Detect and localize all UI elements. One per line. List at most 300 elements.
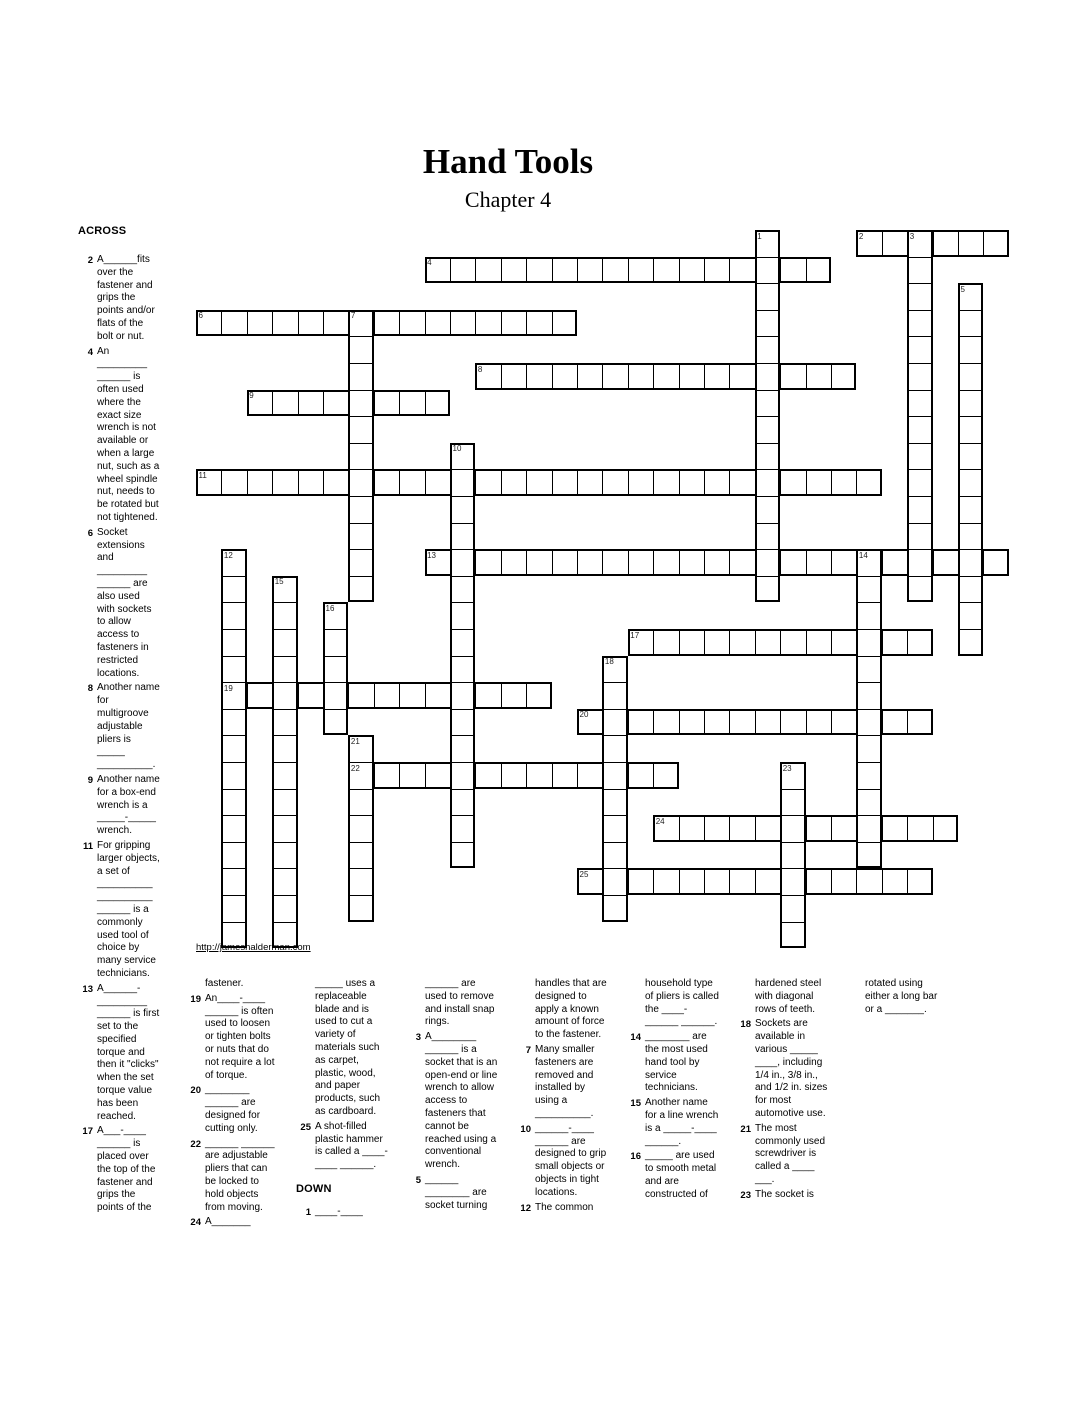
cell-number: 5 bbox=[960, 284, 965, 294]
cell-divider bbox=[602, 789, 627, 790]
cell-divider bbox=[501, 549, 502, 576]
cell-divider bbox=[348, 390, 349, 417]
clue-number bbox=[516, 978, 535, 1042]
cell-divider bbox=[526, 762, 527, 789]
cell-divider bbox=[780, 815, 781, 842]
cell-divider bbox=[272, 310, 273, 337]
cell-divider bbox=[933, 549, 934, 576]
clue-number: 22 bbox=[190, 1138, 201, 1150]
cell-divider bbox=[552, 762, 553, 789]
cell-divider bbox=[907, 416, 932, 417]
cell-divider bbox=[221, 735, 246, 736]
cell-divider bbox=[272, 789, 297, 790]
clue-column-across bbox=[78, 224, 160, 1217]
cell-divider bbox=[755, 257, 756, 284]
cell-divider bbox=[780, 709, 781, 736]
cell-divider bbox=[780, 549, 781, 576]
clue-entry bbox=[516, 1202, 609, 1215]
cell-divider bbox=[323, 709, 348, 710]
cell-divider bbox=[348, 363, 373, 364]
cell-divider bbox=[806, 815, 807, 842]
cell-divider bbox=[780, 469, 781, 496]
cell-divider bbox=[247, 682, 248, 709]
cell-divider bbox=[958, 230, 959, 257]
cell-divider bbox=[450, 842, 475, 843]
cell-divider bbox=[526, 257, 527, 284]
clue-number: 25 bbox=[300, 1121, 311, 1133]
clue-text: ______ ________ are socket turning bbox=[425, 1173, 488, 1211]
cell-divider bbox=[475, 682, 476, 709]
cell-divider bbox=[729, 549, 730, 576]
cell-divider bbox=[602, 895, 627, 896]
cell-divider bbox=[755, 363, 780, 364]
cell-divider bbox=[907, 390, 932, 391]
cell-divider bbox=[552, 549, 553, 576]
cell-divider bbox=[806, 469, 807, 496]
cell-divider bbox=[856, 602, 881, 603]
clue-number: 3 bbox=[415, 1032, 421, 1044]
cell-divider bbox=[806, 629, 807, 656]
clue-number: 11 bbox=[82, 840, 93, 852]
cell-divider bbox=[856, 656, 881, 657]
cell-divider bbox=[704, 709, 705, 736]
clue-text: An _________ ______ is often used where the exact size wrench is not available or when a large nut, such as a wheel spindle nut, needs to be rotated but not tightened. bbox=[97, 345, 160, 524]
cell-divider bbox=[882, 549, 883, 576]
cell-divider bbox=[628, 257, 629, 284]
clue-text: ____-____ bbox=[315, 1206, 363, 1218]
clue-number: 15 bbox=[630, 1098, 641, 1110]
clue-entry bbox=[78, 983, 160, 1124]
cell-divider bbox=[856, 762, 881, 763]
cell-divider bbox=[425, 390, 426, 417]
clue-text: Sockets are available in various _____ ____, including 1/4 in., 3/8 in., and 1/2 in. sizes for most automotive use. bbox=[755, 1018, 828, 1119]
cell-divider bbox=[831, 868, 832, 895]
clue-entry bbox=[736, 1018, 829, 1120]
cell-divider bbox=[679, 363, 680, 390]
cell-divider bbox=[780, 363, 781, 390]
cell-divider bbox=[806, 549, 807, 576]
across-8-run[interactable] bbox=[475, 363, 856, 390]
cell-divider bbox=[856, 709, 857, 736]
cell-divider bbox=[221, 602, 246, 603]
clue-number: 13 bbox=[82, 983, 93, 995]
cell-divider bbox=[933, 230, 934, 257]
cell-divider bbox=[475, 762, 476, 789]
cell-divider bbox=[856, 549, 857, 576]
cell-divider bbox=[856, 842, 881, 843]
cell-divider bbox=[399, 310, 400, 337]
cell-divider bbox=[298, 390, 299, 417]
clue-number: 9 bbox=[87, 774, 93, 786]
clue-number: 14 bbox=[630, 1032, 641, 1044]
cell-divider bbox=[907, 336, 932, 337]
cell-divider bbox=[552, 310, 553, 337]
down-7-run[interactable] bbox=[348, 310, 373, 603]
cell-divider bbox=[298, 310, 299, 337]
cell-divider bbox=[501, 762, 502, 789]
cell-divider bbox=[475, 310, 476, 337]
cell-divider bbox=[425, 762, 426, 789]
cell-divider bbox=[958, 416, 983, 417]
cell-divider bbox=[526, 549, 527, 576]
cell-divider bbox=[628, 762, 629, 789]
clue-number bbox=[406, 978, 425, 1029]
cell-divider bbox=[653, 549, 654, 576]
clue-text: A___-____ ______ is placed over the top of the fastener and grips the points of the bbox=[97, 1125, 156, 1214]
clue-number bbox=[846, 978, 865, 1016]
cell-divider bbox=[298, 469, 299, 496]
clue-entry bbox=[186, 1216, 279, 1229]
cell-divider bbox=[399, 469, 400, 496]
cell-divider bbox=[780, 922, 805, 923]
cell-divider bbox=[348, 682, 349, 709]
clue-text: _____ are used to smooth metal and are constructed of bbox=[645, 1150, 717, 1200]
down-16-run[interactable] bbox=[323, 602, 348, 735]
cell-divider bbox=[577, 363, 578, 390]
cell-divider bbox=[856, 576, 881, 577]
cell-divider bbox=[679, 709, 680, 736]
clue-text: The most commonly used screwdriver is called a ____ ___. bbox=[755, 1122, 826, 1185]
cell-divider bbox=[755, 629, 756, 656]
clue-entry bbox=[186, 978, 279, 991]
cell-divider bbox=[704, 549, 705, 576]
cell-divider bbox=[755, 390, 780, 391]
cell-number: 7 bbox=[350, 311, 356, 321]
clue-entry bbox=[626, 978, 719, 1029]
cell-divider bbox=[831, 363, 832, 390]
cell-number: 14 bbox=[858, 550, 868, 560]
cell-divider bbox=[348, 496, 373, 497]
cell-divider bbox=[450, 762, 475, 763]
cell-divider bbox=[907, 549, 908, 576]
cell-divider bbox=[272, 682, 273, 709]
cell-divider bbox=[958, 496, 983, 497]
cell-number: 6 bbox=[198, 311, 203, 321]
cell-divider bbox=[831, 629, 832, 656]
clue-text: Many smaller fasteners are removed and installed by using a __________. bbox=[535, 1043, 595, 1119]
clue-column-1 bbox=[186, 978, 279, 1232]
cell-divider bbox=[958, 629, 983, 630]
cell-number: 20 bbox=[579, 710, 589, 720]
cell-divider bbox=[602, 469, 603, 496]
cell-divider bbox=[348, 576, 373, 577]
cell-number: 19 bbox=[223, 683, 233, 693]
cell-divider bbox=[323, 682, 324, 709]
cell-divider bbox=[450, 469, 451, 496]
cell-divider bbox=[958, 576, 983, 577]
cell-number: 15 bbox=[274, 577, 284, 587]
cell-divider bbox=[425, 682, 426, 709]
cell-divider bbox=[272, 469, 273, 496]
cell-divider bbox=[450, 576, 475, 577]
cell-divider bbox=[907, 363, 932, 364]
cell-divider bbox=[755, 709, 756, 736]
cell-divider bbox=[374, 762, 375, 789]
cell-divider bbox=[247, 310, 248, 337]
cell-divider bbox=[679, 549, 680, 576]
cell-divider bbox=[450, 709, 475, 710]
cell-divider bbox=[221, 842, 246, 843]
cell-number: 2 bbox=[858, 231, 864, 241]
cell-divider bbox=[653, 629, 654, 656]
cell-divider bbox=[272, 735, 297, 736]
cell-number: 18 bbox=[604, 657, 614, 667]
clue-number bbox=[186, 978, 205, 991]
cell-divider bbox=[348, 842, 373, 843]
clue-text: handles that are designed to apply a known amount of force to the fastener. bbox=[535, 978, 607, 1041]
clue-number: 7 bbox=[525, 1044, 531, 1056]
cell-divider bbox=[323, 629, 348, 630]
cell-divider bbox=[704, 868, 705, 895]
clue-number: 21 bbox=[740, 1123, 751, 1135]
clue-entry bbox=[626, 1031, 719, 1095]
clue-text: A shot-filled plastic hammer is called a ____- ____ ______. bbox=[315, 1120, 388, 1171]
cell-divider bbox=[399, 682, 400, 709]
cell-divider bbox=[907, 523, 932, 524]
cell-number: 4 bbox=[427, 258, 432, 268]
cell-divider bbox=[501, 363, 502, 390]
cell-divider bbox=[602, 363, 603, 390]
cell-divider bbox=[882, 815, 883, 842]
clue-column-5 bbox=[626, 978, 719, 1204]
cell-divider bbox=[298, 682, 299, 709]
cell-divider bbox=[323, 682, 348, 683]
cell-divider bbox=[628, 469, 629, 496]
clue-number: 12 bbox=[520, 1202, 531, 1214]
cell-divider bbox=[958, 523, 983, 524]
clue-text: The socket is bbox=[755, 1188, 814, 1200]
cell-number: 11 bbox=[198, 470, 207, 480]
cell-divider bbox=[704, 257, 705, 284]
clue-column-7 bbox=[846, 978, 939, 1018]
clue-entry bbox=[516, 978, 609, 1042]
cell-divider bbox=[272, 602, 297, 603]
cell-divider bbox=[323, 656, 348, 657]
cell-divider bbox=[628, 709, 629, 736]
cell-divider bbox=[399, 390, 400, 417]
cell-divider bbox=[602, 709, 603, 736]
cell-divider bbox=[806, 363, 807, 390]
across-6-run[interactable] bbox=[196, 310, 577, 337]
cell-divider bbox=[907, 257, 932, 258]
clue-entry bbox=[78, 774, 160, 838]
cell-divider bbox=[755, 310, 780, 311]
cell-divider bbox=[755, 815, 756, 842]
cell-divider bbox=[399, 762, 400, 789]
cell-divider bbox=[653, 868, 654, 895]
clue-text: For gripping larger objects, a set of __________ __________ ______ is a commonly used tool of choice by many service technicians. bbox=[97, 839, 160, 979]
clue-list-header: ACROSS bbox=[78, 225, 127, 237]
cell-divider bbox=[755, 868, 756, 895]
cell-divider bbox=[882, 868, 883, 895]
cell-divider bbox=[856, 815, 881, 816]
cell-divider bbox=[602, 762, 627, 763]
cell-divider bbox=[679, 469, 680, 496]
cell-divider bbox=[755, 257, 780, 258]
clue-number: 17 bbox=[82, 1126, 93, 1138]
cell-divider bbox=[729, 363, 730, 390]
clue-text: The common bbox=[535, 1201, 594, 1213]
cell-divider bbox=[501, 469, 502, 496]
cell-divider bbox=[526, 469, 527, 496]
cell-divider bbox=[755, 576, 780, 577]
cell-divider bbox=[450, 602, 475, 603]
cell-divider bbox=[221, 709, 246, 710]
clue-entry bbox=[296, 978, 389, 1119]
clue-entry bbox=[78, 346, 160, 525]
cell-divider bbox=[374, 682, 375, 709]
clue-text: hardened steel with diagonal rows of teeth. bbox=[755, 978, 822, 1015]
cell-divider bbox=[958, 390, 983, 391]
cell-divider bbox=[374, 469, 375, 496]
cell-divider bbox=[221, 895, 246, 896]
cell-divider bbox=[679, 815, 680, 842]
clue-text: A_______ bbox=[205, 1216, 251, 1228]
cell-divider bbox=[552, 257, 553, 284]
cell-divider bbox=[272, 842, 297, 843]
clue-column-3 bbox=[406, 978, 499, 1214]
clue-text: household type of pliers is called the ____-______ ______. bbox=[645, 978, 719, 1028]
cell-divider bbox=[907, 815, 908, 842]
cell-divider bbox=[450, 762, 451, 789]
cell-number: 25 bbox=[579, 869, 589, 879]
cell-divider bbox=[602, 549, 603, 576]
cell-divider bbox=[882, 709, 883, 736]
clue-text: _____ uses a replaceable blade and is used to cut a variety of materials such as carpet, plastic, wood, and paper products, such as cardboard. bbox=[315, 978, 381, 1117]
cell-number: 13 bbox=[427, 550, 436, 560]
cell-divider bbox=[221, 310, 222, 337]
clue-text: rotated using either a long bar or a _______. bbox=[865, 978, 938, 1015]
cell-divider bbox=[958, 469, 983, 470]
clue-entry bbox=[78, 840, 160, 981]
cell-divider bbox=[348, 443, 373, 444]
cell-divider bbox=[958, 602, 983, 603]
cell-divider bbox=[323, 469, 324, 496]
cell-divider bbox=[933, 815, 934, 842]
cell-divider bbox=[272, 815, 297, 816]
cell-divider bbox=[679, 868, 680, 895]
down-12-run[interactable] bbox=[221, 549, 246, 948]
cell-number: 17 bbox=[630, 630, 640, 640]
cell-divider bbox=[374, 390, 375, 417]
cell-divider bbox=[526, 310, 527, 337]
cell-divider bbox=[501, 257, 502, 284]
down-23-run[interactable] bbox=[780, 762, 805, 948]
cell-divider bbox=[628, 363, 629, 390]
clue-text: A________ ______ is a socket that is an open-end or line wrench to allow access to fasteners that cannot be reached using a conventional wrench. bbox=[425, 1031, 498, 1171]
cell-divider bbox=[958, 443, 983, 444]
cell-divider bbox=[653, 469, 654, 496]
clue-number: 19 bbox=[190, 993, 201, 1005]
clue-list-header: DOWN bbox=[296, 1182, 332, 1195]
cell-divider bbox=[602, 682, 627, 683]
cell-divider bbox=[983, 230, 984, 257]
cell-divider bbox=[501, 682, 502, 709]
cell-divider bbox=[348, 416, 373, 417]
cell-divider bbox=[272, 390, 273, 417]
cell-divider bbox=[958, 336, 983, 337]
cell-divider bbox=[856, 789, 881, 790]
clue-number: 18 bbox=[740, 1019, 751, 1031]
cell-divider bbox=[425, 310, 426, 337]
cell-divider bbox=[729, 257, 730, 284]
across-19-run[interactable] bbox=[221, 682, 551, 709]
clue-entry bbox=[78, 1125, 160, 1215]
clue-entry bbox=[736, 1189, 829, 1202]
cell-divider bbox=[323, 390, 324, 417]
cell-divider bbox=[272, 682, 297, 683]
cell-divider bbox=[602, 762, 603, 789]
cell-divider bbox=[907, 549, 932, 550]
cell-divider bbox=[526, 682, 527, 709]
cell-divider bbox=[577, 469, 578, 496]
cell-divider bbox=[729, 868, 730, 895]
clue-number: 1 bbox=[305, 1207, 311, 1219]
cell-divider bbox=[755, 496, 780, 497]
cell-divider bbox=[348, 523, 373, 524]
cell-divider bbox=[755, 523, 780, 524]
clue-entry bbox=[626, 1097, 719, 1148]
cell-divider bbox=[729, 629, 730, 656]
clue-entry bbox=[186, 1084, 279, 1135]
cell-divider bbox=[856, 815, 857, 842]
cell-divider bbox=[450, 496, 475, 497]
clue-entry bbox=[186, 993, 279, 1083]
cell-divider bbox=[958, 363, 983, 364]
clue-number: 20 bbox=[190, 1085, 201, 1097]
cell-divider bbox=[602, 868, 603, 895]
cell-divider bbox=[348, 549, 373, 550]
cell-divider bbox=[450, 682, 451, 709]
cell-divider bbox=[755, 549, 780, 550]
cell-divider bbox=[653, 363, 654, 390]
clue-text: A______- _________ ______ is first set to the specified torque and then it "clicks" when the set torque value has been reached. bbox=[97, 982, 160, 1122]
cell-divider bbox=[958, 310, 983, 311]
cell-divider bbox=[526, 363, 527, 390]
clue-text: Another name for a box-end wrench is a _____-_____ wrench. bbox=[97, 773, 160, 837]
cell-divider bbox=[450, 735, 475, 736]
cell-number: 3 bbox=[909, 231, 915, 241]
across-22-run[interactable] bbox=[348, 762, 678, 789]
clue-text: ______ ______ are adjustable pliers that can be locked to hold objects from moving. bbox=[205, 1137, 275, 1213]
clue-text: A______fits over the fastener and grips the points and/or flats of the bolt or nut. bbox=[97, 254, 155, 342]
clue-entry bbox=[846, 978, 939, 1016]
cell-divider bbox=[856, 709, 881, 710]
cell-divider bbox=[806, 868, 807, 895]
cell-divider bbox=[856, 868, 857, 895]
cell-divider bbox=[602, 842, 627, 843]
clue-text: ________ are the most used hand tool by service technicians. bbox=[645, 1031, 708, 1094]
cell-divider bbox=[806, 709, 807, 736]
cell-divider bbox=[780, 842, 805, 843]
cell-divider bbox=[348, 762, 373, 763]
clue-number: 16 bbox=[630, 1151, 641, 1163]
clue-entry bbox=[406, 1174, 499, 1212]
cell-divider bbox=[729, 709, 730, 736]
cell-divider bbox=[221, 576, 246, 577]
source-url-link[interactable]: http://jameshalderman.com bbox=[196, 942, 311, 953]
cell-divider bbox=[907, 709, 908, 736]
cell-divider bbox=[348, 336, 373, 337]
cell-divider bbox=[450, 469, 475, 470]
cell-divider bbox=[475, 257, 476, 284]
cell-divider bbox=[704, 815, 705, 842]
clue-text: An____-____ ______ is often used to loosen or tighten bolts or nuts that do not require a lot of torque. bbox=[205, 992, 275, 1081]
clue-number: 8 bbox=[87, 683, 93, 695]
clue-entry bbox=[516, 1044, 609, 1121]
cell-divider bbox=[221, 922, 246, 923]
cell-divider bbox=[602, 709, 627, 710]
